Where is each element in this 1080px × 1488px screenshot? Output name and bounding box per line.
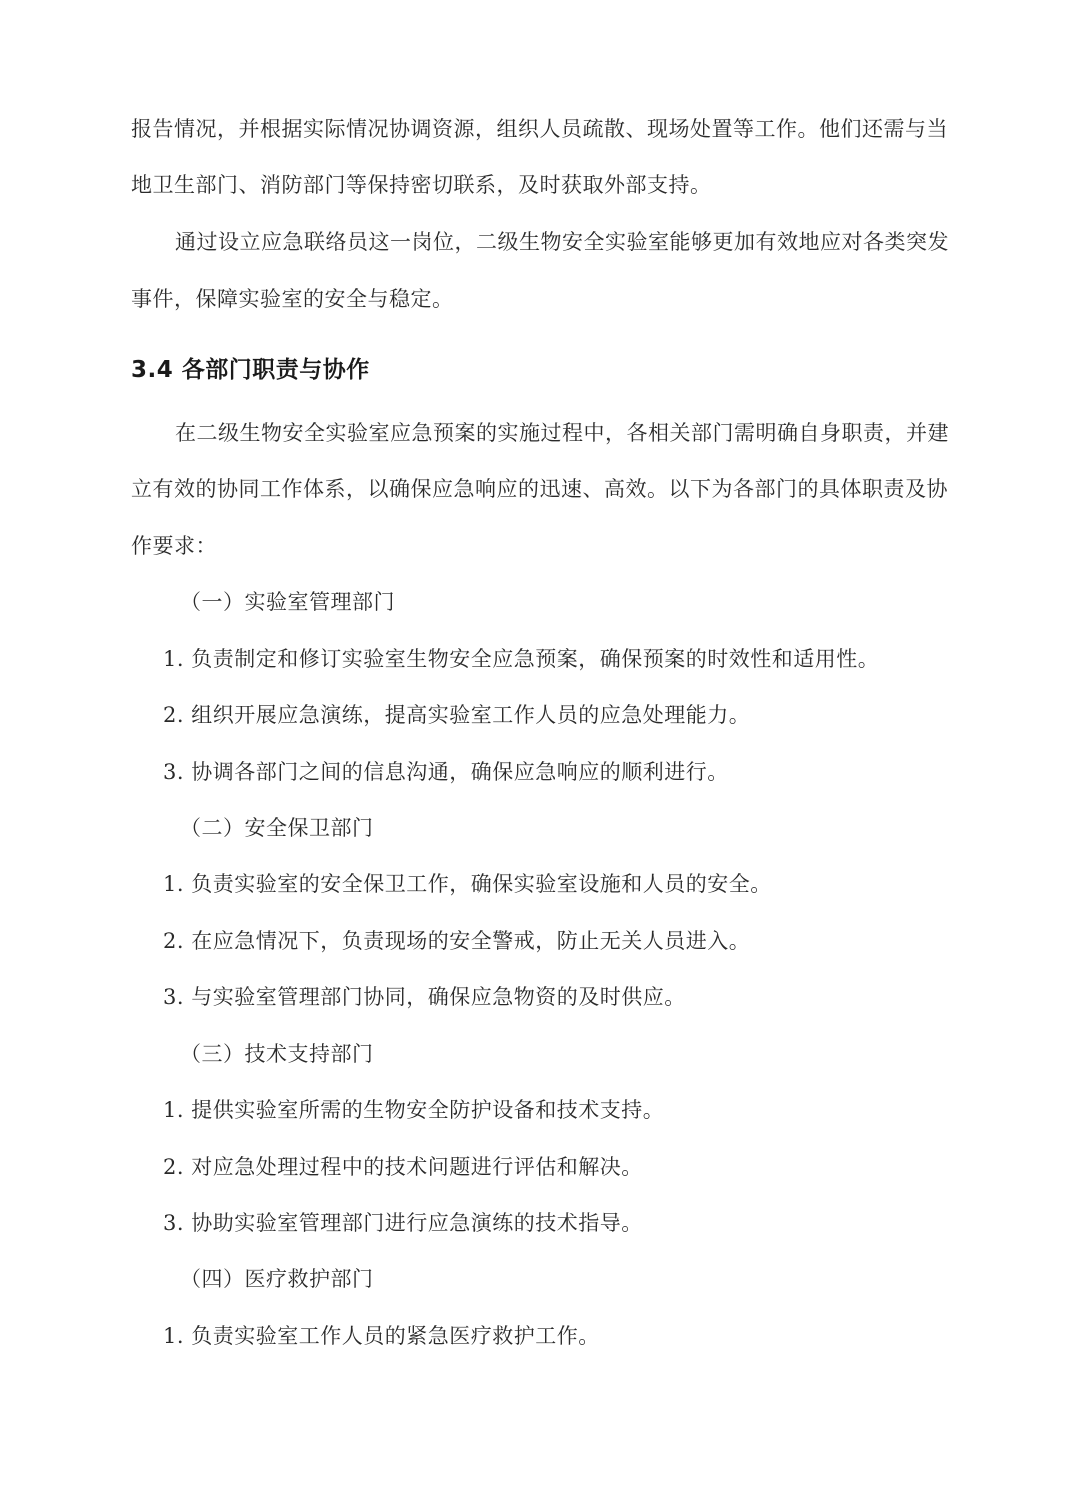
list-item: 1. 负责实验室的安全保卫工作，确保实验室设施和人员的安全。	[163, 872, 772, 896]
list-item: 3. 协助实验室管理部门进行应急演练的技术指导。	[163, 1211, 643, 1235]
list-item: 3. 协调各部门之间的信息沟通，确保应急响应的顺利进行。	[163, 760, 729, 784]
list-item: 3. 与实验室管理部门协同，确保应急物资的及时供应。	[163, 985, 686, 1009]
list-item: 2. 对应急处理过程中的技术问题进行评估和解决。	[163, 1155, 643, 1179]
list-item: 1. 提供实验室所需的生物安全防护设备和技术支持。	[163, 1098, 665, 1122]
paragraph-continuation-line: 报告情况，并根据实际情况协调资源，组织人员疏散、现场处置等工作。他们还需与当	[131, 117, 948, 141]
list-item: 2. 在应急情况下，负责现场的安全警戒，防止无关人员进入。	[163, 929, 751, 953]
department-title: （一）实验室管理部门	[180, 590, 395, 614]
department-title: （三）技术支持部门	[180, 1042, 374, 1066]
summary-paragraph-line: 事件，保障实验室的安全与稳定。	[131, 287, 454, 311]
paragraph-continuation-line: 地卫生部门、消防部门等保持密切联系，及时获取外部支持。	[131, 173, 712, 197]
list-item: 1. 负责制定和修订实验室生物安全应急预案，确保预案的时效性和适用性。	[163, 647, 880, 671]
department-title: （二）安全保卫部门	[180, 816, 374, 840]
department-title: （四）医疗救护部门	[180, 1267, 374, 1291]
intro-paragraph-line: 作要求：	[131, 534, 217, 558]
list-item: 1. 负责实验室工作人员的紧急医疗救护工作。	[163, 1324, 600, 1348]
section-heading: 3.4 各部门职责与协作	[131, 357, 370, 383]
intro-paragraph-line: 在二级生物安全实验室应急预案的实施过程中，各相关部门需明确自身职责，并建	[175, 421, 949, 445]
intro-paragraph-line: 立有效的协同工作体系，以确保应急响应的迅速、高效。以下为各部门的具体职责及协	[131, 477, 948, 501]
list-item: 2. 组织开展应急演练，提高实验室工作人员的应急处理能力。	[163, 703, 751, 727]
summary-paragraph-line: 通过设立应急联络员这一岗位，二级生物安全实验室能够更加有效地应对各类突发	[175, 230, 949, 254]
